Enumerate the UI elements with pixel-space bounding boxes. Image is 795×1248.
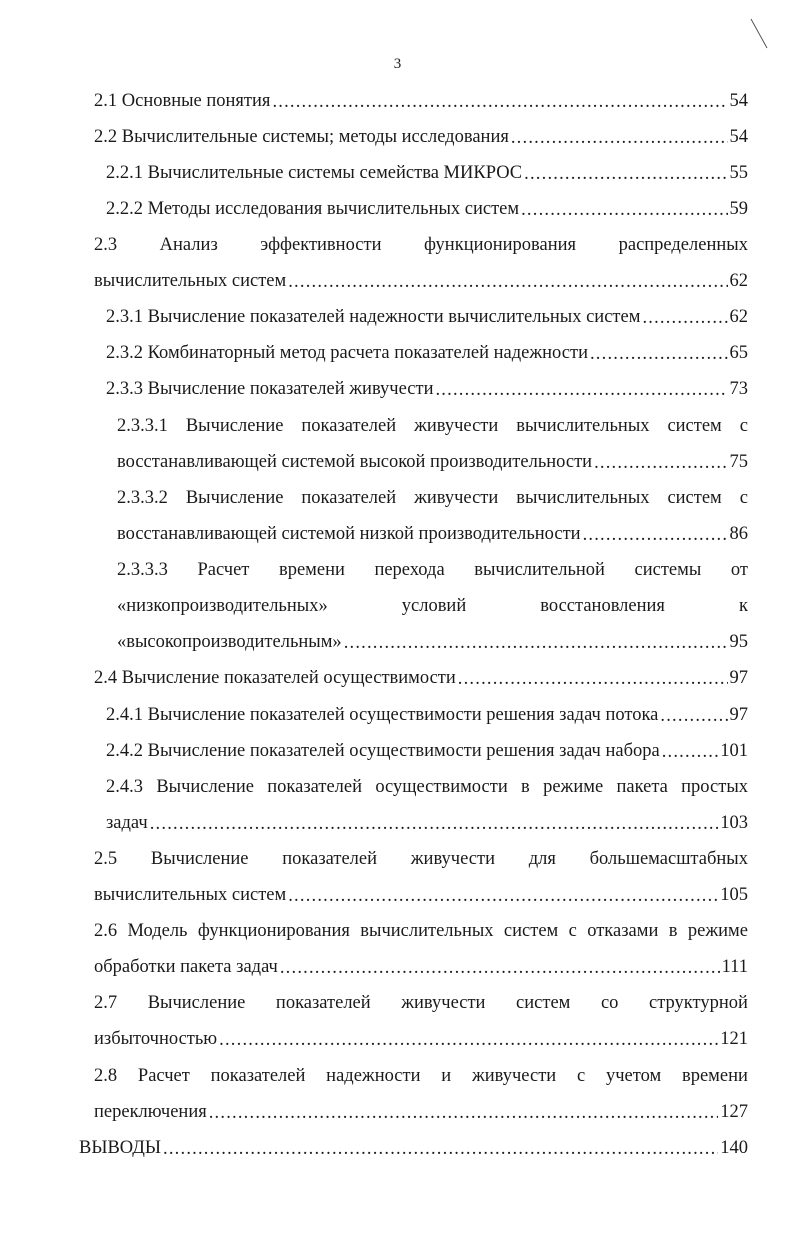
dot-leader (435, 376, 727, 402)
toc-entry-2-3-3-2[interactable] (117, 485, 748, 511)
toc-entry-page: 121 (720, 1029, 748, 1049)
toc-word: Расчет (197, 560, 250, 580)
toc-word: 2.5 (94, 849, 118, 869)
toc-entry-2-3-cont[interactable] (94, 268, 748, 294)
toc-entry-2-3-3-1-cont[interactable] (117, 449, 748, 475)
toc-word: Анализ (159, 235, 218, 255)
toc-entry-page: 127 (720, 1102, 748, 1122)
toc-entry-page: 73 (729, 379, 748, 399)
toc-entry-page: 86 (729, 524, 748, 544)
dot-leader (344, 629, 728, 655)
dot-leader (590, 340, 728, 366)
toc-entry-2-8[interactable] (94, 1063, 748, 1089)
toc-entry-page: 97 (729, 668, 748, 688)
toc-word: 2.3.3.3 (117, 560, 168, 580)
dot-leader (642, 304, 727, 330)
toc-word: с (739, 416, 748, 436)
toc-word: режиме (543, 777, 604, 797)
toc-entry-label: переключения (94, 1102, 207, 1122)
toc-entry-2-4[interactable] (94, 665, 748, 691)
toc-word: в (521, 777, 530, 797)
toc-entry-2-2[interactable] (94, 124, 748, 150)
dot-leader (583, 521, 728, 547)
dot-leader (458, 665, 728, 691)
dot-leader (524, 160, 727, 186)
toc-word: перехода (374, 560, 445, 580)
toc-word: структурной (649, 993, 748, 1013)
toc-entry-label: 2.2 Вычислительные системы; методы исследования (94, 127, 509, 147)
toc-word: учетом (605, 1066, 662, 1086)
toc-word: времени (681, 1066, 748, 1086)
dot-leader (521, 196, 727, 222)
toc-word: режиме (687, 921, 748, 941)
toc-word: вычислительных (516, 488, 650, 508)
toc-entry-2-4-2[interactable] (106, 738, 748, 764)
toc-entry-2-3[interactable] (94, 232, 748, 258)
toc-entry-2-6[interactable] (94, 918, 748, 944)
toc-word: живучести (471, 1066, 557, 1086)
dot-leader (272, 88, 727, 114)
toc-word: Расчет (137, 1066, 190, 1086)
toc-word: вычислительных (516, 416, 650, 436)
toc-word: показателей (267, 777, 363, 797)
toc-word: систем (516, 993, 571, 1013)
toc-word: показателей (210, 1066, 306, 1086)
toc-entry-page: 54 (729, 127, 748, 147)
toc-word: систем (667, 488, 722, 508)
toc-word: функционирования (197, 921, 350, 941)
toc-entry-page: 97 (729, 705, 748, 725)
toc-entry-2-3-3-2-cont[interactable] (117, 521, 748, 547)
dot-leader (209, 1099, 719, 1125)
dot-leader (662, 738, 719, 764)
toc-word: восстановления (540, 596, 665, 616)
page-number: 3 (393, 56, 402, 72)
toc-word: показателей (301, 488, 397, 508)
toc-word: пакета (616, 777, 668, 797)
toc-entry-label: 2.4.1 Вычисление показателей осуществимости решения задач потока (106, 705, 659, 725)
toc-entry-page: 59 (729, 199, 748, 219)
toc-entry-2-4-3[interactable] (106, 774, 748, 800)
toc-word: Вычисление (185, 488, 284, 508)
toc-entry-label: 2.1 Основные понятия (94, 91, 271, 111)
toc-word: 2.6 (94, 921, 118, 941)
toc-word: 2.8 (94, 1066, 118, 1086)
toc-entry-label: 2.2.1 Вычислительные системы семейства МИКРОС (106, 163, 523, 183)
toc-entry-2-6-cont[interactable] (94, 954, 748, 980)
toc-entry-label: вычислительных систем (94, 885, 287, 905)
toc-word: вычислительной (474, 560, 605, 580)
toc-entry-2-3-3-1[interactable] (117, 413, 748, 439)
toc-word: вычислительных (360, 921, 494, 941)
toc-word: 2.3.3.1 (117, 416, 168, 436)
dot-leader (511, 124, 728, 150)
scan-artifact-line (750, 18, 770, 50)
toc-word: с (739, 488, 748, 508)
dot-leader (219, 1026, 718, 1052)
toc-word: живучести (410, 849, 495, 869)
toc-entry-2-4-1[interactable] (106, 702, 748, 728)
toc-entry-2-3-1[interactable] (106, 304, 748, 330)
toc-word: и (441, 1066, 452, 1086)
toc-entry-label: 2.3.1 Вычисление показателей надежности вычислительных систем (106, 307, 641, 327)
toc-entry-label: 2.3.3 Вычисление показателей живучести (106, 379, 434, 399)
toc-entry-label: 2.2.2 Методы исследования вычислительных систем (106, 199, 520, 219)
toc-entry-page: 103 (720, 813, 748, 833)
toc-entry-page: 111 (721, 957, 748, 977)
toc-word: системы (634, 560, 702, 580)
toc-word: распределенных (618, 235, 748, 255)
toc-entry-conclusions[interactable] (79, 1135, 748, 1161)
toc-entry-2-8-cont[interactable] (94, 1099, 748, 1125)
toc-entry-label: 2.4.2 Вычисление показателей осуществимости решения задач набора (106, 741, 660, 761)
toc-entry-2-5-cont[interactable] (94, 882, 748, 908)
toc-word: с (576, 1066, 586, 1086)
toc-word: со (600, 993, 619, 1013)
toc-word: времени (278, 560, 345, 580)
toc-word: 2.3.3.2 (117, 488, 168, 508)
toc-entry-2-2-1[interactable] (106, 160, 748, 186)
toc-word: для (528, 849, 556, 869)
dot-leader (660, 702, 727, 728)
toc-word: показателей (282, 849, 378, 869)
toc-entry-2-3-3-3-end[interactable] (117, 629, 748, 655)
dot-leader (288, 882, 718, 908)
toc-entry-page: 65 (729, 343, 748, 363)
toc-word: живучести (401, 993, 486, 1013)
toc-word: Вычисление (185, 416, 284, 436)
dot-leader (163, 1135, 718, 1161)
toc-word: Вычисление (147, 993, 246, 1013)
toc-word: систем (503, 921, 559, 941)
toc-entry-page: 95 (729, 632, 748, 652)
toc-entry-page: 101 (720, 741, 748, 761)
toc-word: 2.7 (94, 993, 118, 1013)
dot-leader (594, 449, 727, 475)
toc-word: Вычисление (156, 777, 254, 797)
toc-word: живучести (414, 488, 499, 508)
toc-word: 2.4.3 (106, 777, 143, 797)
toc-entry-page: 105 (720, 885, 748, 905)
toc-entry-label: 2.4 Вычисление показателей осуществимости (94, 668, 456, 688)
toc-entry-2-3-2[interactable] (106, 340, 748, 366)
toc-word: «низкопроизводительных» (117, 596, 328, 616)
toc-word: с (568, 921, 577, 941)
toc-entry-2-7[interactable] (94, 990, 748, 1016)
toc-entry-label: 2.3.2 Комбинаторный метод расчета показателей надежности (106, 343, 588, 363)
toc-entry-2-3-3[interactable] (106, 376, 748, 402)
toc-word: Модель (127, 921, 188, 941)
toc-word: условий (401, 596, 467, 616)
toc-entry-label: обработки пакета задач (94, 957, 278, 977)
toc-entry-label: восстанавливающей системой высокой производительности (117, 452, 593, 472)
toc-word: показателей (275, 993, 371, 1013)
toc-entry-page: 140 (720, 1138, 748, 1158)
toc-word: живучести (414, 416, 499, 436)
toc-word: показателей (301, 416, 397, 436)
toc-word: надежности (326, 1066, 421, 1086)
toc-word: эффективности (260, 235, 382, 255)
toc-entry-page: 54 (729, 91, 748, 111)
toc-word: к (739, 596, 748, 616)
toc-word: от (730, 560, 748, 580)
toc-entry-label: восстанавливающей системой низкой производительности (117, 524, 581, 544)
toc-word: простых (681, 777, 748, 797)
dot-leader (150, 810, 719, 836)
toc-entry-page: 62 (729, 271, 748, 291)
dot-leader (288, 268, 727, 294)
toc-entry-2-7-cont[interactable] (94, 1026, 748, 1052)
toc-entry-label: «высокопроизводительным» (117, 632, 342, 652)
toc-word: большемасштабных (589, 849, 748, 869)
toc-word: систем (667, 416, 722, 436)
toc-entry-page: 62 (729, 307, 748, 327)
toc-word: отказами (587, 921, 659, 941)
toc-word: функционирования (424, 235, 577, 255)
toc-word: Вычисление (150, 849, 249, 869)
toc-entry-label: ВЫВОДЫ (79, 1138, 162, 1158)
toc-entry-2-2-2[interactable] (106, 196, 748, 222)
toc-word: в (668, 921, 678, 941)
toc-entry-label: задач (106, 813, 148, 833)
toc-entry-2-3-3-3-cont[interactable] (117, 593, 748, 619)
dot-leader (280, 954, 720, 980)
toc-word: 2.3 (94, 235, 118, 255)
toc-entry-2-1[interactable] (94, 88, 748, 114)
toc-entry-2-5[interactable] (94, 846, 748, 872)
toc-entry-page: 55 (729, 163, 748, 183)
toc-word: осуществимости (375, 777, 508, 797)
toc-entry-page: 75 (729, 452, 748, 472)
toc-entry-label: вычислительных систем (94, 271, 287, 291)
toc-entry-2-3-3-3[interactable] (117, 557, 748, 583)
toc-entry-label: избыточностью (94, 1029, 218, 1049)
toc-entry-2-4-3-cont[interactable] (106, 810, 748, 836)
